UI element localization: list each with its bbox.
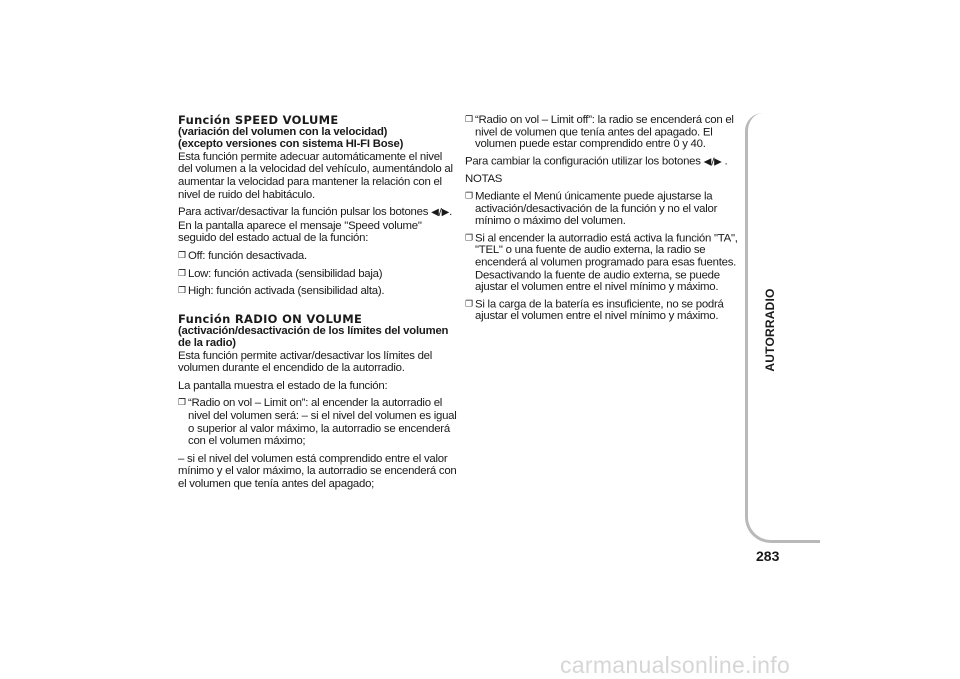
list-item: ❐ High: función activada (sensibilidad alta). [178, 285, 385, 298]
section-tab-label: AUTORRADIO [763, 288, 777, 372]
radio-on-volume-description: Esta función permite activar/desactivar los límites del volumen durante el encendido de la autorradio. [178, 349, 433, 375]
radio-on-volume-title: Función RADIO ON VOLUME [178, 311, 363, 326]
arrow-buttons-icon: ◀/▶ [703, 156, 722, 168]
arrow-buttons-icon: ◀/▶ [431, 207, 450, 219]
checkbox-bullet-icon: ❐ [465, 233, 473, 244]
radio-on-volume-subtitle: (activación/desactivación de los límites del volumen de la radio) [178, 324, 449, 350]
notes-heading: NOTAS [465, 173, 503, 186]
checkbox-bullet-icon: ❐ [178, 286, 186, 297]
list-item: ❐ Mediante el Menú únicamente puede ajustarse la activación/desactivación de la función y no el valor mínimo o máximo del volumen. [465, 190, 718, 227]
speed-volume-instructions: Para activar/desactivar la función pulsar los botones ◀/▶. En la pantalla aparece el mensaje "Speed volume" seguido del estado actual de la función: [178, 206, 452, 245]
list-item: ❐ “Radio on vol – Limit on”: al encender la autorradio el nivel del volumen será: – si el nivel del volumen es igual o superior al valor máximo, la autorradio se encenderá con el volumen máximo; [178, 397, 457, 448]
checkbox-bullet-icon: ❐ [465, 114, 473, 125]
checkbox-bullet-icon: ❐ [178, 398, 186, 409]
list-item: ❐ Off: función desactivada. [178, 249, 307, 262]
speed-volume-title: Función SPEED VOLUME [178, 113, 339, 127]
radio-on-volume-continued: – si el nivel del volumen está comprendido entre el valor mínimo y el valor máximo, la autorradio se encenderá con el volumen que tenía antes del apagado; [178, 452, 457, 490]
list-item: ❐ “Radio on vol – Limit off”: la radio se encenderá con el nivel de volumen que tenía antes del apagado. El volumen puede estar comprendido entre 0 y 40. [465, 114, 734, 151]
speed-volume-description: Esta función permite adecuar automáticamente el nivel del volumen a la velocidad del vehículo, aumentándolo al aumentar la velocidad para mantener la relación con el nivel de ruido del habitáculo. [178, 150, 453, 201]
list-item: ❐ Low: función activada (sensibilidad baja) [178, 267, 383, 280]
checkbox-bullet-icon: ❐ [178, 268, 186, 279]
left-column [178, 114, 458, 496]
speed-volume-subtitle: (variación del volumen con la velocidad) [178, 126, 388, 138]
list-item: ❐ Si al encender la autorradio está activa la función "TA", "TEL" o una fuente de audio externa, la radio se encenderá al volumen programado para esas fuentes. Desactivando la fuente de audio externa, se puede ajustar el volumen entre el nivel mínimo y máximo. [465, 232, 738, 294]
page-number: 283 [756, 548, 780, 564]
speed-volume-subtitle-2: (excepto versiones con sistema HI-FI Bose) [178, 138, 404, 151]
right-column [465, 114, 740, 328]
section-tab [745, 113, 820, 543]
watermark: carmanualsonline.info [560, 652, 791, 678]
radio-on-volume-status: La pantalla muestra el estado de la función: [178, 379, 388, 392]
checkbox-bullet-icon: ❐ [465, 299, 473, 310]
checkbox-bullet-icon: ❐ [178, 250, 186, 261]
list-item: ❐ Si la carga de la batería es insuficiente, no se podrá ajustar el volumen entre el nivel mínimo y máximo. [465, 298, 724, 323]
checkbox-bullet-icon: ❐ [465, 191, 473, 202]
config-instructions: Para cambiar la configuración utilizar los botones ◀/▶ . [465, 155, 728, 168]
